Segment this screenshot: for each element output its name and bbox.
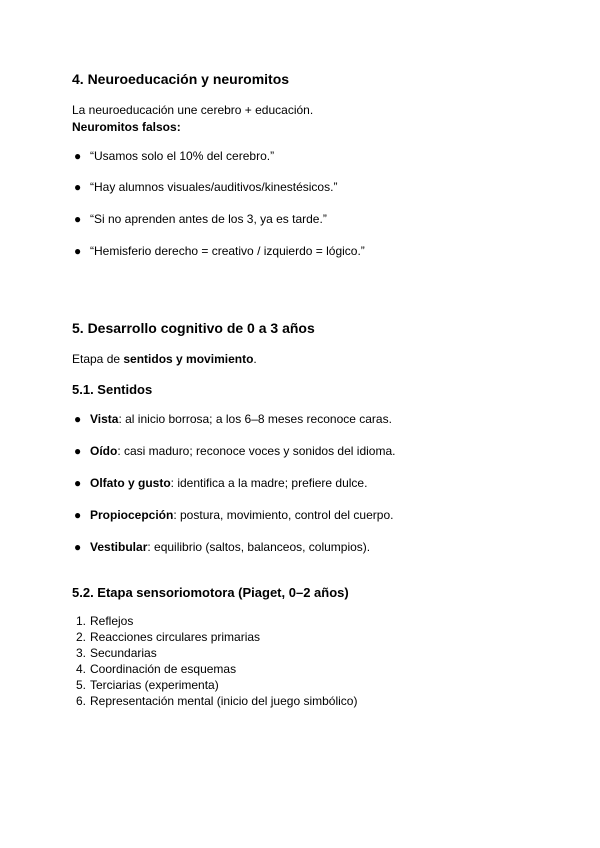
list-item-term: Vista xyxy=(90,412,119,426)
list-item xyxy=(74,508,394,522)
intro-suffix: . xyxy=(253,352,257,366)
list-item-text: “Hay alumnos visuales/auditivos/kinestésicos.” xyxy=(90,180,338,194)
list-item-term: Oído xyxy=(90,444,118,458)
section-5-2-heading: 5.2. Etapa sensoriomotora (Piaget, 0–2 años) xyxy=(72,585,349,600)
bullet-icon: ● xyxy=(74,540,82,554)
bullet-icon: ● xyxy=(74,476,82,490)
item-number: 4. xyxy=(75,662,86,676)
list-item-desc: : al inicio borrosa; a los 6–8 meses reconoce caras. xyxy=(118,412,392,426)
bullet-icon: ● xyxy=(74,244,82,258)
list-item-desc: : identifica a la madre; prefiere dulce. xyxy=(170,476,368,490)
numbered-item xyxy=(75,614,134,628)
list-item xyxy=(74,149,275,163)
numbered-item xyxy=(75,678,219,692)
numbered-item xyxy=(75,630,261,644)
item-number: 3. xyxy=(75,646,86,660)
intro-bold: sentidos y movimiento xyxy=(123,352,254,366)
list-item xyxy=(74,212,327,226)
numbered-item xyxy=(75,646,157,660)
list-item xyxy=(74,412,392,426)
numbered-item-text: Terciarias (experimenta) xyxy=(90,678,219,692)
item-number: 5. xyxy=(75,678,86,692)
list-item-text: “Hemisferio derecho = creativo / izquierdo = lógico.” xyxy=(90,244,365,258)
list-item xyxy=(74,476,368,490)
list-item-text: “Usamos solo el 10% del cerebro.” xyxy=(90,149,275,163)
bullet-icon: ● xyxy=(74,508,82,522)
item-number: 2. xyxy=(75,630,86,644)
list-item-term: Vestibular xyxy=(90,540,148,554)
list-item-term: Olfato y gusto xyxy=(90,476,171,490)
item-number: 6. xyxy=(75,694,86,708)
numbered-item-text: Reflejos xyxy=(90,614,134,628)
list-item-text: “Si no aprenden antes de los 3, ya es tarde.” xyxy=(90,212,327,226)
bullet-icon: ● xyxy=(74,444,82,458)
section-5-heading: 5. Desarrollo cognitivo de 0 a 3 años xyxy=(72,320,315,336)
item-number: 1. xyxy=(75,614,86,628)
list-item xyxy=(74,180,338,194)
numbered-item-text: Secundarias xyxy=(90,646,157,660)
list-item-term: Propiocepción xyxy=(90,508,174,522)
list-item xyxy=(74,540,371,554)
bullet-icon: ● xyxy=(74,212,82,226)
section-4-heading: 4. Neuroeducación y neuromitos xyxy=(72,71,290,87)
section-4-intro: La neuroeducación une cerebro + educación. xyxy=(72,103,314,117)
list-item xyxy=(74,444,396,458)
numbered-item-text: Coordinación de esquemas xyxy=(90,662,237,676)
bullet-icon: ● xyxy=(74,149,82,163)
numbered-item xyxy=(75,694,358,708)
section-5-intro xyxy=(72,352,257,366)
bullet-icon: ● xyxy=(74,412,82,426)
section-5-1-heading: 5.1. Sentidos xyxy=(72,382,153,397)
list-item-desc: : equilibrio (saltos, balanceos, columpios). xyxy=(147,540,371,554)
bullet-icon: ● xyxy=(74,180,82,194)
list-item xyxy=(74,244,365,258)
neuromitos-subheading: Neuromitos falsos: xyxy=(72,120,181,134)
intro-prefix: Etapa de xyxy=(72,352,124,366)
numbered-item xyxy=(75,662,237,676)
numbered-item-text: Reacciones circulares primarias xyxy=(90,630,261,644)
list-item-desc: : casi maduro; reconoce voces y sonidos del idioma. xyxy=(117,444,396,458)
numbered-item-text: Representación mental (inicio del juego simbólico) xyxy=(90,694,358,708)
list-item-desc: : postura, movimiento, control del cuerpo. xyxy=(173,508,394,522)
